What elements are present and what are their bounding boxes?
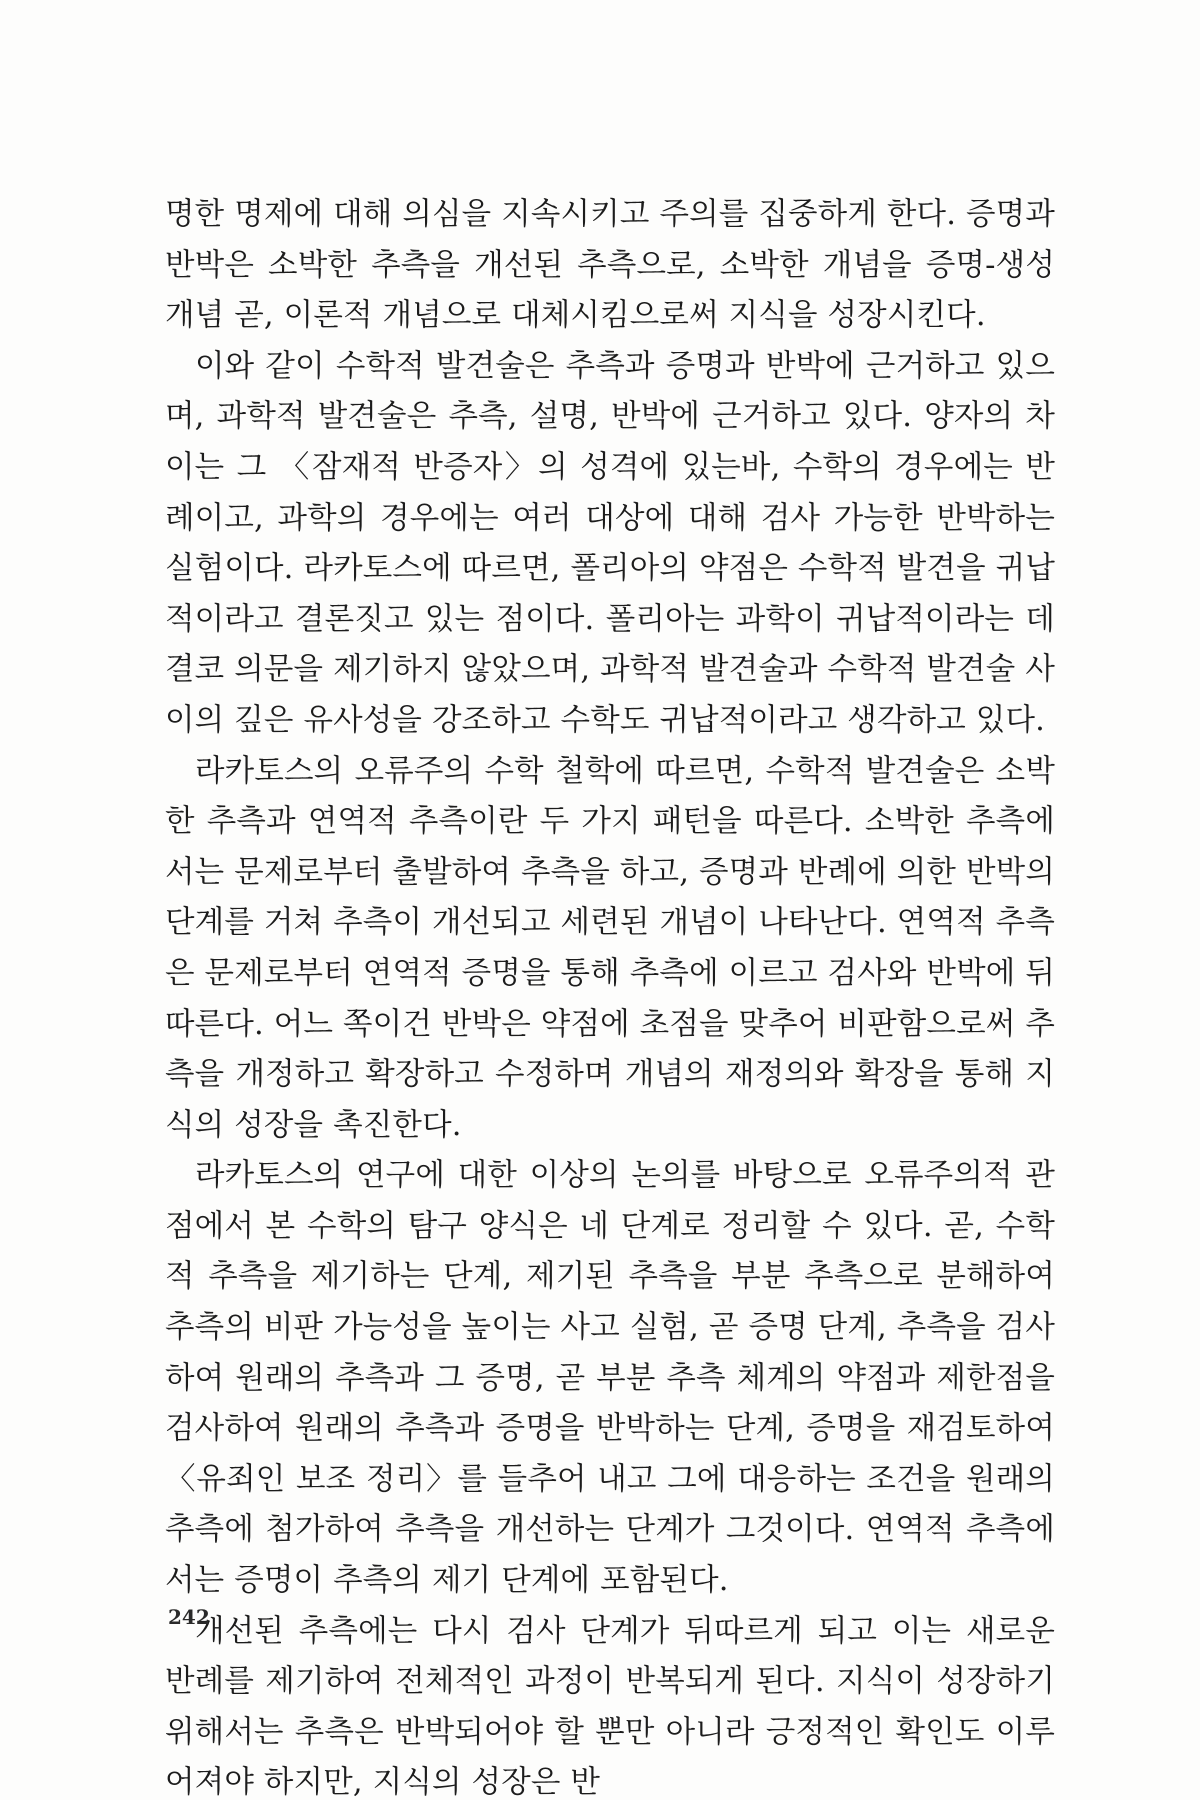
paragraph-5: 개선된 추측에는 다시 검사 단계가 뒤따르게 되고 이는 새로운 반례를 제기하여 전체적인 과정이 반복되게 된다. 지식이 성장하기 위해서는 추측은 반박되어야 할 뿐만 아니라 긍정적인 확인도 이루어져야 하지만, 지식의 성장은 반: [165, 1613, 1055, 1801]
paragraph-4: 라카토스의 연구에 대한 이상의 논의를 바탕으로 오류주의적 관점에서 본 수학의 탐구 양식은 네 단계로 정리할 수 있다. 곧, 수학적 추측을 제기하는 단계, 제기된 추측을 부분 추측으로 분해하여 추측의 비판 가능성을 높이는 사고 실험, 곧 증명 단계, 추측을 검사하여 원래의 추측과 그 증명, 곧 부분 추측 체계의 약점과 제한점을 검사하여 원래의 추측과 증명을 반박하는 단계, 증명을 재검토하여 〈유죄인 보조 정리〉를 들추어 내고 그에 대응하는 조건을 원래의 추측에 첨가하여 추측을 개선하는 단계가 그것이다. 연역적 추측에서는 증명이 추측의 제기 단계에 포함된다.: [165, 1158, 1055, 1599]
paragraph-2: 이와 같이 수학적 발견술은 추측과 증명과 반박에 근거하고 있으며, 과학적 발견술은 추측, 설명, 반박에 근거하고 있다. 양자의 차이는 그 〈잠재적 반증자〉의 성격에 있는바, 수학의 경우에는 반례이고, 과학의 경우에는 여러 대상에 대해 검사 가능한 반박하는 실험이다. 라카토스에 따르면, 폴리아의 약점은 수학적 발견을 귀납적이라고 결론짓고 있는 점이다. 폴리아는 과학이 귀납적이라는 데 결코 의문을 제기하지 않았으며, 과학적 발견술과 수학적 발견술 사이의 깊은 유사성을 강조하고 수학도 귀납적이라고 생각하고 있다.: [165, 348, 1055, 738]
paragraph-3: 라카토스의 오류주의 수학 철학에 따르면, 수학적 발견술은 소박한 추측과 연역적 추측이란 두 가지 패턴을 따른다. 소박한 추측에서는 문제로부터 출발하여 추측을 하고, 증명과 반례에 의한 반박의 단계를 거쳐 추측이 개선되고 세련된 개념이 나타난다. 연역적 추측은 문제로부터 연역적 증명을 통해 추측에 이르고 검사와 반박에 뒤따른다. 어느 쪽이건 반박은 약점에 초점을 맞추어 비판함으로써 추측을 개정하고 확장하고 수정하며 개념의 재정의와 확장을 통해 지식의 성장을 촉진한다.: [165, 753, 1055, 1143]
page-number: 242: [168, 1605, 210, 1629]
paragraph-1: 명한 명제에 대해 의심을 지속시키고 주의를 집중하게 한다. 증명과 반박은 소박한 추측을 개선된 추측으로, 소박한 개념을 증명-생성 개념 곧, 이론적 개념으로 대체시킴으로써 지식을 성장시킨다.: [165, 197, 1055, 334]
body-text: [165, 190, 1055, 1809]
